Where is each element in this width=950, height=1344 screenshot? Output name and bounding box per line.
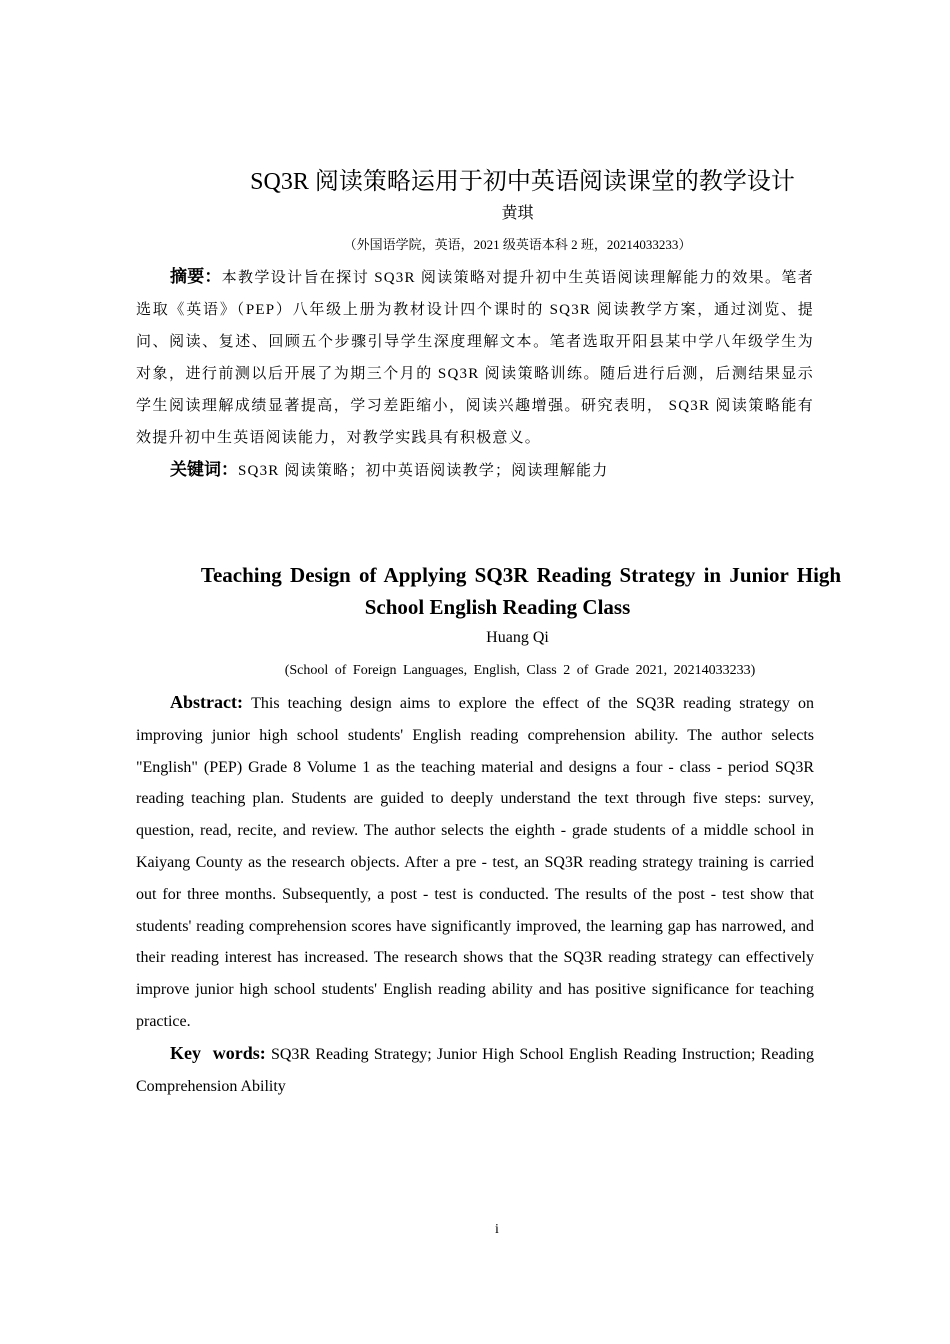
english-keywords — [136, 1038, 814, 1103]
english-abstract-text: This teaching design aims to explore the effect of the SQ3R reading strategy on improving junior high school students' English reading comprehension ability. The author selects "English" (PEP) Grade 8 Volume 1 as the teaching material and designs a four - class - period SQ3R reading teaching plan. Students are guided to deeply understand the text through five steps: survey, question, read, recite, and review. The author selects the eighth - grade students of a middle school in Kaiyang County as the research objects. After a pre - test, an SQ3R reading strategy training is carried out for three months. Subsequently, a post - test is conducted. The results of the post - test show that students' reading comprehension scores have significantly improved, the learning gap has narrowed, and their reading interest has increased. The research shows that the SQ3R reading strategy can effectively improve junior high school students' English reading ability and has positive significance for teaching practice. — [136, 695, 815, 1030]
english-title-line-2: School English Reading Class — [364, 595, 631, 619]
chinese-keywords — [136, 454, 814, 487]
chinese-abstract — [136, 261, 814, 454]
english-keywords-label: Key words: — [170, 1043, 266, 1063]
english-abstract — [136, 687, 814, 1038]
english-author: Huang Qi — [486, 629, 549, 646]
chinese-title: SQ3R 阅读策略运用于初中英语阅读课堂的教学设计 — [250, 169, 795, 195]
english-title — [150, 559, 890, 623]
english-title-line-1: Teaching Design of Applying SQ3R Reading Strategy in Junior High — [200, 563, 842, 587]
chinese-author: 黄琪 — [501, 205, 534, 222]
english-abstract-label: Abstract: — [170, 692, 243, 712]
page-number: i — [495, 1222, 499, 1237]
chinese-keywords-label: 关键词： — [170, 460, 238, 479]
chinese-abstract-label: 摘要： — [170, 267, 222, 286]
chinese-affiliation: （外国语学院，英语，2021 级英语本科 2 班，20214033233） — [343, 237, 692, 252]
english-affiliation: (School of Foreign Languages, English, Class 2 of Grade 2021, 20214033233) — [284, 663, 756, 678]
english-keywords-text: SQ3R Reading Strategy; Junior High School English Reading Instruction; Reading Comprehension Ability — [136, 1046, 815, 1095]
chinese-abstract-text: 本教学设计旨在探讨 SQ3R 阅读策略对提升初中生英语阅读理解能力的效果。笔者选取《英语》（PEP）八年级上册为教材设计四个课时的 SQ3R 阅读教学方案，通过浏览、提问、阅读、复述、回顾五个步骤引导学生深度理解文本。笔者选取开阳县某中学八年级学生为对象，进行前测以后开展了为期三个月的 SQ3R 阅读策略训练。随后进行后测，后测结果显示学生阅读理解成绩显著提高，学习差距缩小，阅读兴趣增强。研究表明， SQ3R 阅读策略能有效提升初中生英语阅读能力，对教学实践具有积极意义。 — [136, 270, 815, 446]
chinese-keywords-text: SQ3R 阅读策略；初中英语阅读教学；阅读理解能力 — [238, 463, 609, 479]
